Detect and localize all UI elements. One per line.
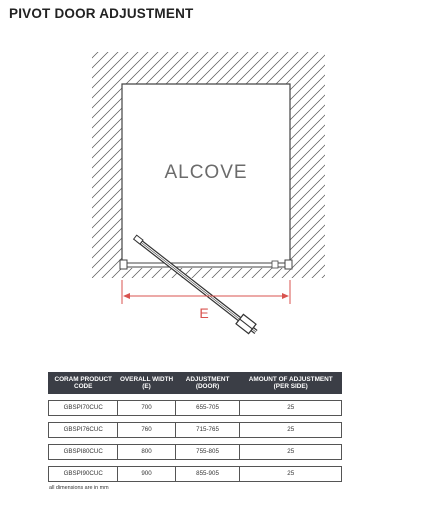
table-row: [49, 401, 342, 416]
column-header: OVERALL WIDTH (E): [118, 373, 175, 394]
pivot-adjustment-table: [48, 372, 342, 482]
adjustment-cell: 855-905: [175, 467, 240, 482]
amount-cell: 25: [240, 445, 342, 460]
table-row: [49, 445, 342, 460]
page-title: PIVOT DOOR ADJUSTMENT: [9, 6, 194, 21]
product-code-cell: GBSPI80CUC: [49, 445, 118, 460]
overall-width-cell: 760: [118, 423, 175, 438]
amount-cell: 25: [240, 401, 342, 416]
units-footnote: all dimensions are in mm: [49, 485, 109, 491]
table-header-row: [49, 373, 342, 394]
column-header: CORAM PRODUCT CODE: [49, 373, 118, 394]
dimension-label: E: [199, 305, 209, 321]
amount-cell: 25: [240, 423, 342, 438]
amount-cell: 25: [240, 467, 342, 482]
overall-width-cell: 800: [118, 445, 175, 460]
table-row: [49, 467, 342, 482]
table-row: [49, 423, 342, 438]
overall-width-cell: 700: [118, 401, 175, 416]
product-code-cell: GBSPI76CUC: [49, 423, 118, 438]
column-header: AMOUNT OF ADJUSTMENT (PER SIDE): [240, 373, 342, 394]
door-frame: [120, 260, 292, 269]
product-code-cell: GBSPI90CUC: [49, 467, 118, 482]
adjustment-cell: 715-765: [175, 423, 240, 438]
column-header: ADJUSTMENT (DOOR): [175, 373, 240, 394]
adjustment-cell: 755-805: [175, 445, 240, 460]
adjustment-cell: 655-705: [175, 401, 240, 416]
alcove-label: ALCOVE: [164, 162, 248, 183]
pivot-door: [134, 235, 256, 333]
product-code-cell: GBSPI70CUC: [49, 401, 118, 416]
overall-width-cell: 900: [118, 467, 175, 482]
